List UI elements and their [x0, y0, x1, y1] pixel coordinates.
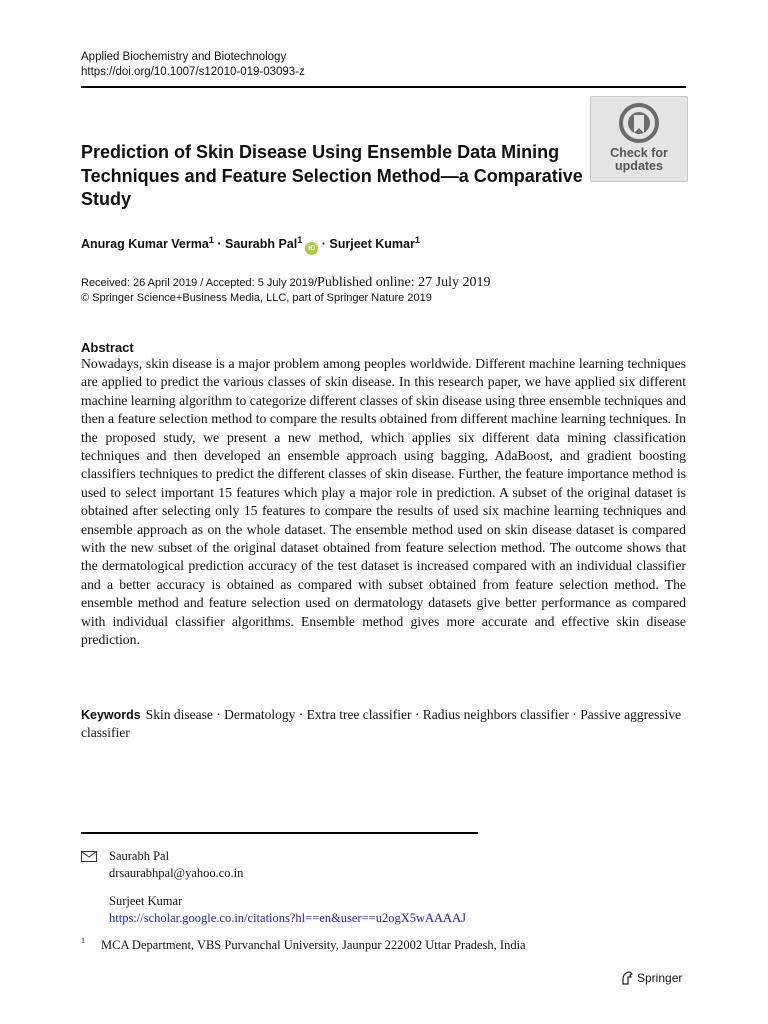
corresponding-name: Saurabh Pal [109, 849, 170, 863]
keywords-heading: Keywords [81, 708, 141, 722]
author-list [81, 235, 420, 255]
paper-title: Prediction of Skin Disease Using Ensemble Data Mining Techniques and Feature Selection Method—a Comparative Study [81, 142, 583, 209]
orcid-icon[interactable]: iD [305, 242, 318, 255]
second-author-footnote [109, 893, 466, 927]
received-accepted: Received: 26 April 2019 / Accepted: 5 July 2019/ [81, 277, 318, 289]
journal-name: Applied Biochemistry and Biotechnology [81, 51, 287, 63]
author-affil-mark: 1 [297, 235, 303, 245]
publisher-logo [620, 971, 682, 985]
badge-line-1: Check for [610, 146, 668, 160]
journal-header [81, 50, 305, 80]
footnote-rule [81, 832, 478, 834]
author-affil-mark: 1 [414, 235, 420, 245]
crossmark-icon [619, 103, 659, 143]
author-name[interactable]: Surjeet Kumar [329, 237, 415, 251]
springer-horse-icon [620, 971, 634, 985]
header-rule [81, 86, 686, 88]
keywords-text: Skin disease · Dermatology · Extra tree classifier · Radius neighbors classifier · Passive aggressive classifier [81, 707, 682, 741]
author-separator: · [321, 237, 326, 251]
envelope-icon [81, 851, 97, 862]
affiliation-text: MCA Department, VBS Purvanchal University, Jaunpur 222002 Uttar Pradesh, India [101, 938, 526, 952]
author-name[interactable]: Anurag Kumar Verma [81, 237, 209, 251]
published-online: Published online: 27 July 2019 [317, 275, 491, 290]
doi-link[interactable]: https://doi.org/10.1007/s12010-019-03093-z [81, 66, 305, 78]
author-name[interactable]: Saurabh Pal [224, 237, 298, 251]
check-for-updates-badge[interactable] [590, 96, 688, 182]
second-author-name: Surjeet Kumar [109, 894, 183, 908]
publisher-name: Springer [637, 971, 683, 985]
badge-line-2: updates [615, 159, 663, 173]
publication-dates [81, 275, 491, 306]
abstract-heading: Abstract [81, 340, 134, 355]
affiliation-footnote [81, 932, 526, 954]
corresponding-email[interactable]: drsaurabhpal@yahoo.co.in [109, 866, 244, 880]
author-affil-mark: 1 [208, 235, 214, 245]
copyright-line: © Springer Science+Business Media, LLC, part of Springer Nature 2019 [81, 292, 432, 304]
affiliation-marker: 1 [81, 936, 85, 945]
keywords-block [81, 706, 686, 743]
author-separator: · [217, 237, 222, 251]
abstract-text: Nowadays, skin disease is a major problem among peoples worldwide. Different machine learning techniques are applied to predict the various classes of skin disease. In this research paper, we have applied six different machine learning algorithm to categorize different classes of skin disease using three ensemble techniques and then a feature selection method to compare the results obtained from different machine learning techniques. In the proposed study, we present a new method, which applies six different data mining classification techniques and then developed an ensemble approach using bagging, AdaBoost, and gradient boosting classifiers techniques to predict the different classes of skin disease. Further, the feature importance method is used to select important 15 features which play a major role in prediction. A subset of the original dataset is obtained after selecting only 15 features to compare the results of used six machine learning techniques and ensemble approach as on the whole dataset. The ensemble method used on skin disease dataset is compared with the new subset of the original dataset obtained from feature selection method. The outcome shows that the dermatological prediction accuracy of the test dataset is increased compared with an individual classifier and a better accuracy is obtained as compared with subset obtained from feature selection method. The ensemble method and feature selection used on dermatology datasets give better performance as compared with individual classifier algorithms. Ensemble method gives more accurate and effective skin disease prediction. [81, 356, 686, 648]
scholar-link[interactable]: https://scholar.google.co.in/citations?hl==en&user==u2ogX5wAAAAJ [109, 911, 466, 925]
